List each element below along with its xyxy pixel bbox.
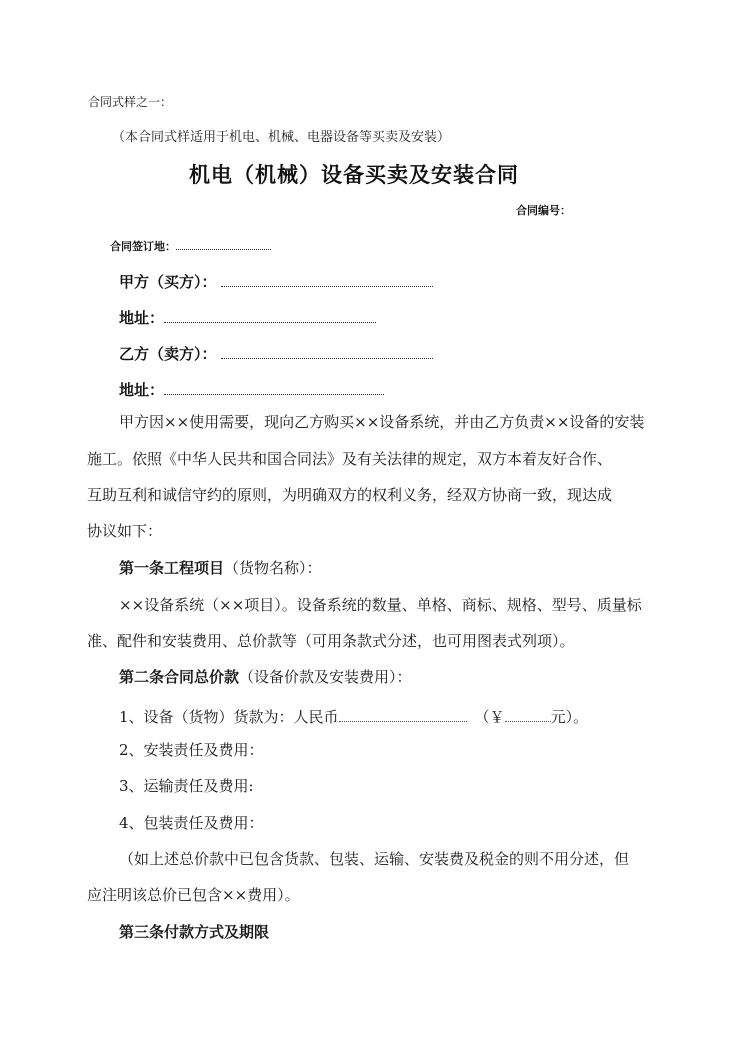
article-2-heading: 第二条合同总价款 (119, 668, 240, 686)
article-3-heading: 第三条付款方式及期限 (119, 923, 270, 941)
sample-label: 合同式样之一： (88, 95, 173, 109)
rmb-amount-field[interactable] (339, 707, 467, 722)
party-b-address-row (119, 379, 384, 400)
preamble-line-4: 协议如下： (87, 522, 163, 540)
contract-number-label: 合同编号： (516, 204, 571, 217)
article-1-line-1: ××设备系统（××项目）。设备系统的数量、单格、商标、规格、型号、质量标 (119, 596, 642, 614)
party-b-address-field[interactable] (164, 382, 384, 395)
sign-place-row (110, 237, 271, 254)
party-a-field[interactable] (221, 274, 433, 287)
yuan-amount-field[interactable] (505, 707, 551, 722)
party-b-row (119, 343, 433, 364)
article-2-heading-note: （设备价款及安装费用）： (239, 668, 412, 686)
article-2-heading-row (119, 670, 412, 685)
article-1-heading: 第一条工程项目 (119, 559, 225, 577)
article-2-item-4: 4、包装责任及费用： (119, 814, 264, 832)
document-title: 机电（机械）设备买卖及安装合同 (189, 162, 519, 187)
party-b-address-label: 地址： (119, 381, 165, 399)
article-2-item-1-row (119, 707, 588, 725)
article-2-item-2: 2、安装责任及费用： (119, 741, 264, 759)
party-b-field[interactable] (221, 346, 433, 359)
preamble-line-3: 互助互利和诚信守约的原则，为明确双方的权利义务，经双方协商一致，现达成 (87, 486, 613, 504)
sign-place-label: 合同签订地： (110, 240, 176, 253)
party-a-label: 甲方（买方）： (119, 273, 217, 291)
item-1-prefix: 1、设备（货物）货款为：人民币 (119, 708, 339, 726)
item-1-unit: 元）。 (550, 708, 589, 726)
article-1-heading-row (119, 561, 322, 576)
preamble-line-2: 施工。依照《中华人民共和国合同法》及有关法律的规定，双方本着友好合作、 (87, 450, 613, 468)
preamble-line-1: 甲方因××使用需要，现向乙方购买××设备系统，并由乙方负责××设备的安装 (119, 413, 645, 431)
article-1-heading-note: （货物名称）： (224, 559, 322, 577)
article-2-note-line-2: 应注明该总价已包含××费用）。 (87, 886, 300, 904)
article-1-line-2: 准、配件和安装费用、总价款等（可用条款式分述，也可用图表式列项）。 (87, 632, 575, 650)
party-b-label: 乙方（卖方）： (119, 345, 217, 363)
party-a-address-field[interactable] (164, 310, 376, 323)
party-a-address-label: 地址： (119, 309, 165, 327)
item-1-currency-open: （￥ (474, 708, 505, 726)
article-2-item-3: 3、运输责任及费用: (119, 777, 254, 795)
party-a-row (119, 271, 433, 292)
party-a-address-row (119, 307, 376, 328)
article-2-note-line-1: （如上述总价款中已包含货款、包装、运输、安装费及税金的则不用分述，但 (119, 850, 630, 868)
sign-place-field[interactable] (176, 237, 271, 250)
applicability-note: （本合同式样适用于机电、机械、电器设备等买卖及安装） (112, 130, 451, 145)
